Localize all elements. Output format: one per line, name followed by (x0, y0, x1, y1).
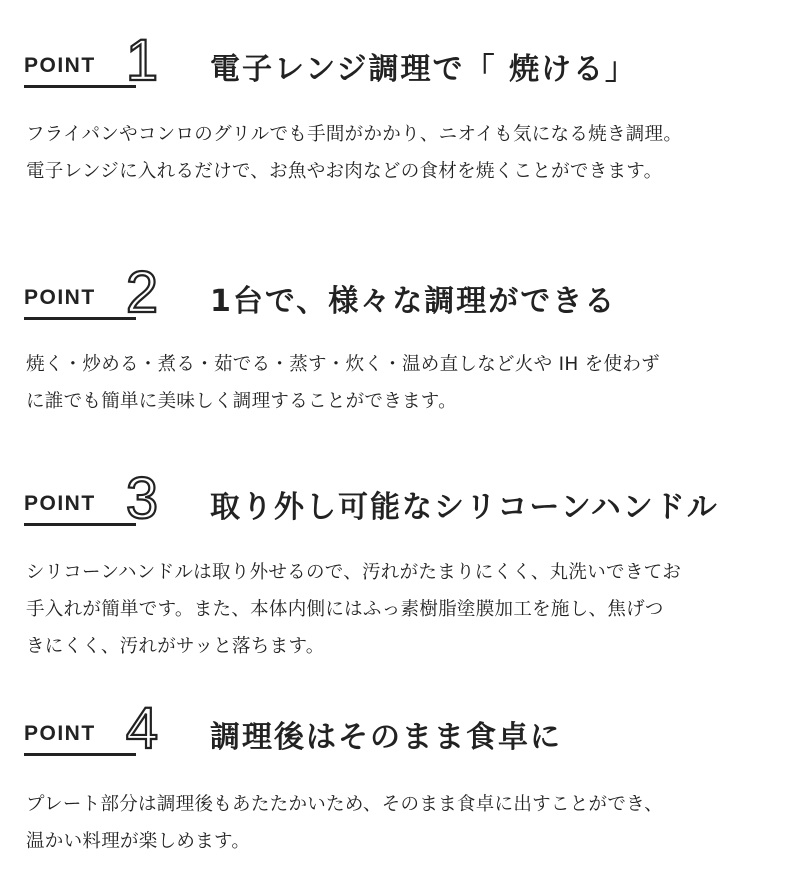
description-line: シリコーンハンドルは取り外せるので、汚れがたまりにくく、丸洗いできてお (26, 562, 682, 583)
description-line: 温かい料理が楽しめます。 (26, 831, 251, 852)
point-underline (24, 85, 136, 88)
point-label: POINT (24, 54, 96, 77)
point-number: 4 (125, 696, 159, 761)
point-heading-3: 取り外し可能なシリコーンハンドル (210, 490, 719, 525)
point-badge-2 (24, 260, 159, 325)
point-number: 3 (125, 466, 159, 531)
description-line: 焼く・炒める・煮る・茹でる・蒸す・炊く・温め直しなど火や IH を使わず (26, 354, 660, 375)
description-line: フライパンやコンロのグリルでも手間がかかり、ニオイも気になる焼き調理。 (26, 124, 683, 145)
description-line: きにくく、汚れがサッと落ちます。 (26, 636, 325, 657)
point-description-2 (26, 346, 778, 420)
point-description-4 (26, 786, 778, 860)
point-label: POINT (24, 492, 96, 515)
description-line: 電子レンジに入れるだけで、お魚やお肉などの食材を焼くことができます。 (26, 161, 663, 182)
point-description-3 (26, 554, 778, 665)
description-line: 手入れが簡単です。また、本体内側にはふっ素樹脂塗膜加工を施し、焦げつ (26, 599, 664, 620)
point-number: 1 (125, 28, 159, 93)
point-label: POINT (24, 286, 96, 309)
point-heading-2: 1台で、様々な調理ができる (210, 284, 617, 319)
point-underline (24, 523, 136, 526)
point-underline (24, 317, 136, 320)
point-underline (24, 753, 136, 756)
point-heading-4: 調理後はそのまま食卓に (210, 720, 562, 755)
point-badge-3 (24, 466, 159, 531)
point-label: POINT (24, 722, 96, 745)
point-badge-1 (24, 28, 159, 93)
description-line: プレート部分は調理後もあたたかいため、そのまま食卓に出すことができ、 (26, 794, 663, 815)
point-heading-1: 電子レンジ調理で「 焼ける」 (210, 52, 637, 87)
description-line: に誰でも簡単に美味しく調理することができます。 (26, 391, 457, 412)
point-number: 2 (125, 260, 159, 325)
point-description-1 (26, 116, 778, 190)
point-badge-4 (24, 696, 159, 761)
